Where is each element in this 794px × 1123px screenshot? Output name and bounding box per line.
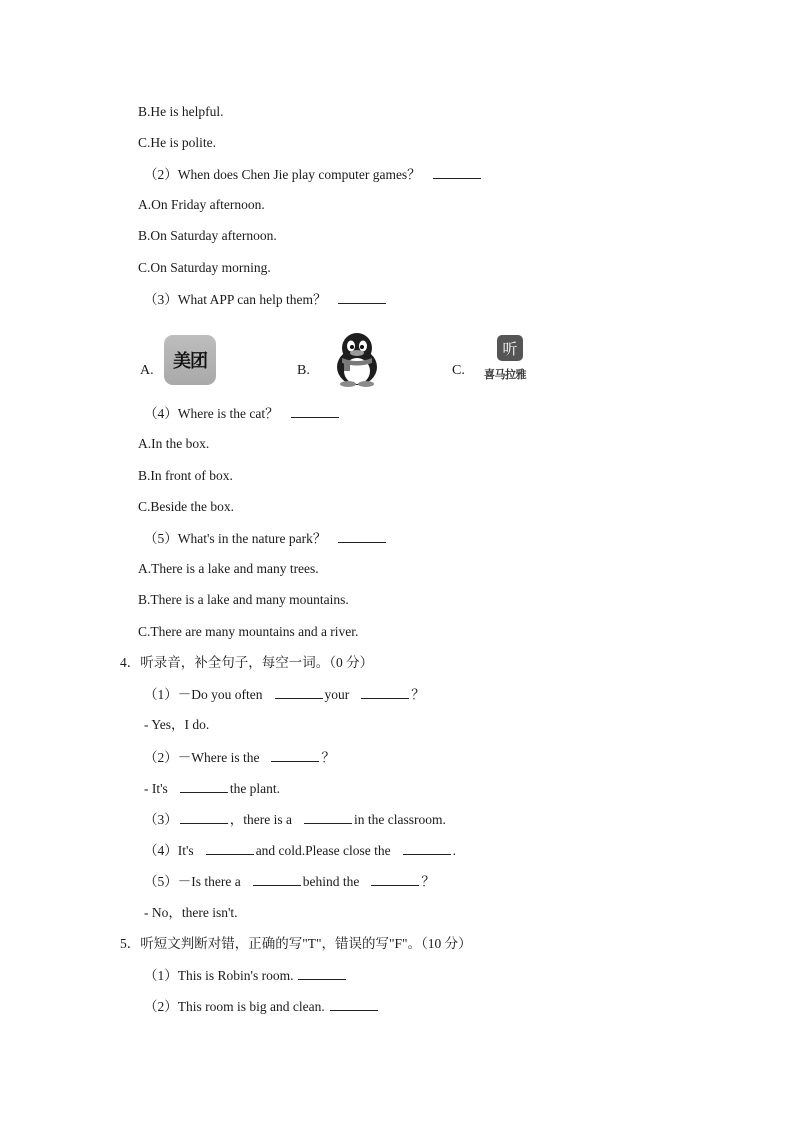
q3-1-option-c: C.He is polite.: [138, 135, 216, 150]
q4-line-2: - Yes，I do.: [144, 717, 210, 732]
q3-3-prompt: （3）What APP can help them？: [144, 292, 327, 307]
q4-line-1: [144, 685, 425, 704]
q3-4-option-a: A.In the box.: [138, 436, 210, 451]
q3-2-prompt: （2）When does Chen Jie play computer games？: [144, 167, 421, 182]
q4-text: ？: [321, 750, 335, 765]
answer-blank[interactable]: [361, 685, 409, 699]
q4-text: （4）It's: [144, 843, 194, 858]
app-option-b-label: B.: [297, 363, 310, 378]
ximalaya-app-text: 喜马拉雅: [484, 368, 526, 381]
q4-line-3: [144, 748, 335, 767]
qq-penguin-icon: [328, 331, 386, 391]
q4-text: ？: [421, 874, 435, 889]
answer-blank[interactable]: [271, 748, 319, 762]
q4-line-5: [144, 810, 446, 829]
answer-blank[interactable]: [338, 290, 386, 304]
q4-text: （1）－Do you often: [144, 687, 263, 702]
answer-blank[interactable]: [338, 529, 386, 543]
q3-3-line: [144, 290, 388, 309]
q3-5-option-a: A.There is a lake and many trees.: [138, 561, 319, 576]
q3-2-option-c: C.On Saturday morning.: [138, 260, 271, 275]
answer-blank[interactable]: [206, 841, 254, 855]
answer-blank[interactable]: [253, 872, 301, 886]
q4-text: your: [324, 687, 350, 702]
meituan-app-text: 美团: [173, 351, 207, 372]
answer-blank[interactable]: [298, 966, 346, 980]
q3-2-option-a: A.On Friday afternoon.: [138, 197, 265, 212]
meituan-app-icon: [164, 335, 216, 385]
answer-blank[interactable]: [180, 810, 228, 824]
q5-text: （2）This room is big and clean.: [144, 999, 325, 1014]
q4-text: ？: [411, 687, 425, 702]
ximalaya-glyph: 听: [502, 339, 518, 358]
q4-title: 4．听录音，补全句子，每空一词。（0 分）: [120, 655, 374, 670]
q3-2-option-b: B.On Saturday afternoon.: [138, 228, 277, 243]
q4-text: （5）－Is there a: [144, 874, 241, 889]
answer-blank[interactable]: [433, 165, 481, 179]
q3-4-prompt: （4）Where is the cat？: [144, 406, 279, 421]
app-option-c-label: C.: [452, 363, 465, 378]
answer-blank[interactable]: [403, 841, 451, 855]
q3-5-option-b: B.There is a lake and many mountains.: [138, 592, 349, 607]
ximalaya-app-icon: [497, 335, 523, 361]
answer-blank[interactable]: [330, 997, 378, 1011]
q5-text: （1）This is Robin's room.: [144, 968, 294, 983]
q3-4-option-b: B.In front of box.: [138, 468, 233, 483]
q4-text: ，there is a: [229, 812, 292, 827]
q4-text: in the classroom.: [353, 812, 446, 827]
q5-item-2: [144, 997, 380, 1016]
q3-4-option-c: C.Beside the box.: [138, 499, 234, 514]
q3-5-prompt: （5）What's in the nature park？: [144, 531, 327, 546]
q4-text: （3）: [144, 812, 178, 827]
q5-title: 5．听短文判断对错，正确的写"T"，错误的写"F"。（10 分）: [120, 936, 472, 951]
q4-line-8: - No，there isn't.: [144, 905, 238, 920]
q3-4-line: [144, 404, 341, 423]
app-option-a-label: A.: [140, 363, 154, 378]
q3-1-option-b: B.He is helpful.: [138, 104, 224, 119]
answer-blank[interactable]: [371, 872, 419, 886]
q3-2-line: [144, 165, 483, 184]
q3-5-option-c: C.There are many mountains and a river.: [138, 624, 359, 639]
q5-item-1: [144, 966, 348, 985]
q4-line-4: [144, 779, 280, 798]
answer-blank[interactable]: [304, 810, 352, 824]
q4-text: - It's: [144, 781, 168, 796]
q4-text: the plant.: [229, 781, 281, 796]
q3-5-line: [144, 529, 388, 548]
q4-text: .: [452, 843, 457, 858]
q4-text: and cold.Please close the: [255, 843, 391, 858]
answer-blank[interactable]: [291, 404, 339, 418]
q4-line-7: [144, 872, 435, 891]
q4-line-6: [144, 841, 456, 860]
q4-text: （2）－Where is the: [144, 750, 260, 765]
answer-blank[interactable]: [275, 685, 323, 699]
q4-text: behind the: [302, 874, 360, 889]
answer-blank[interactable]: [180, 779, 228, 793]
